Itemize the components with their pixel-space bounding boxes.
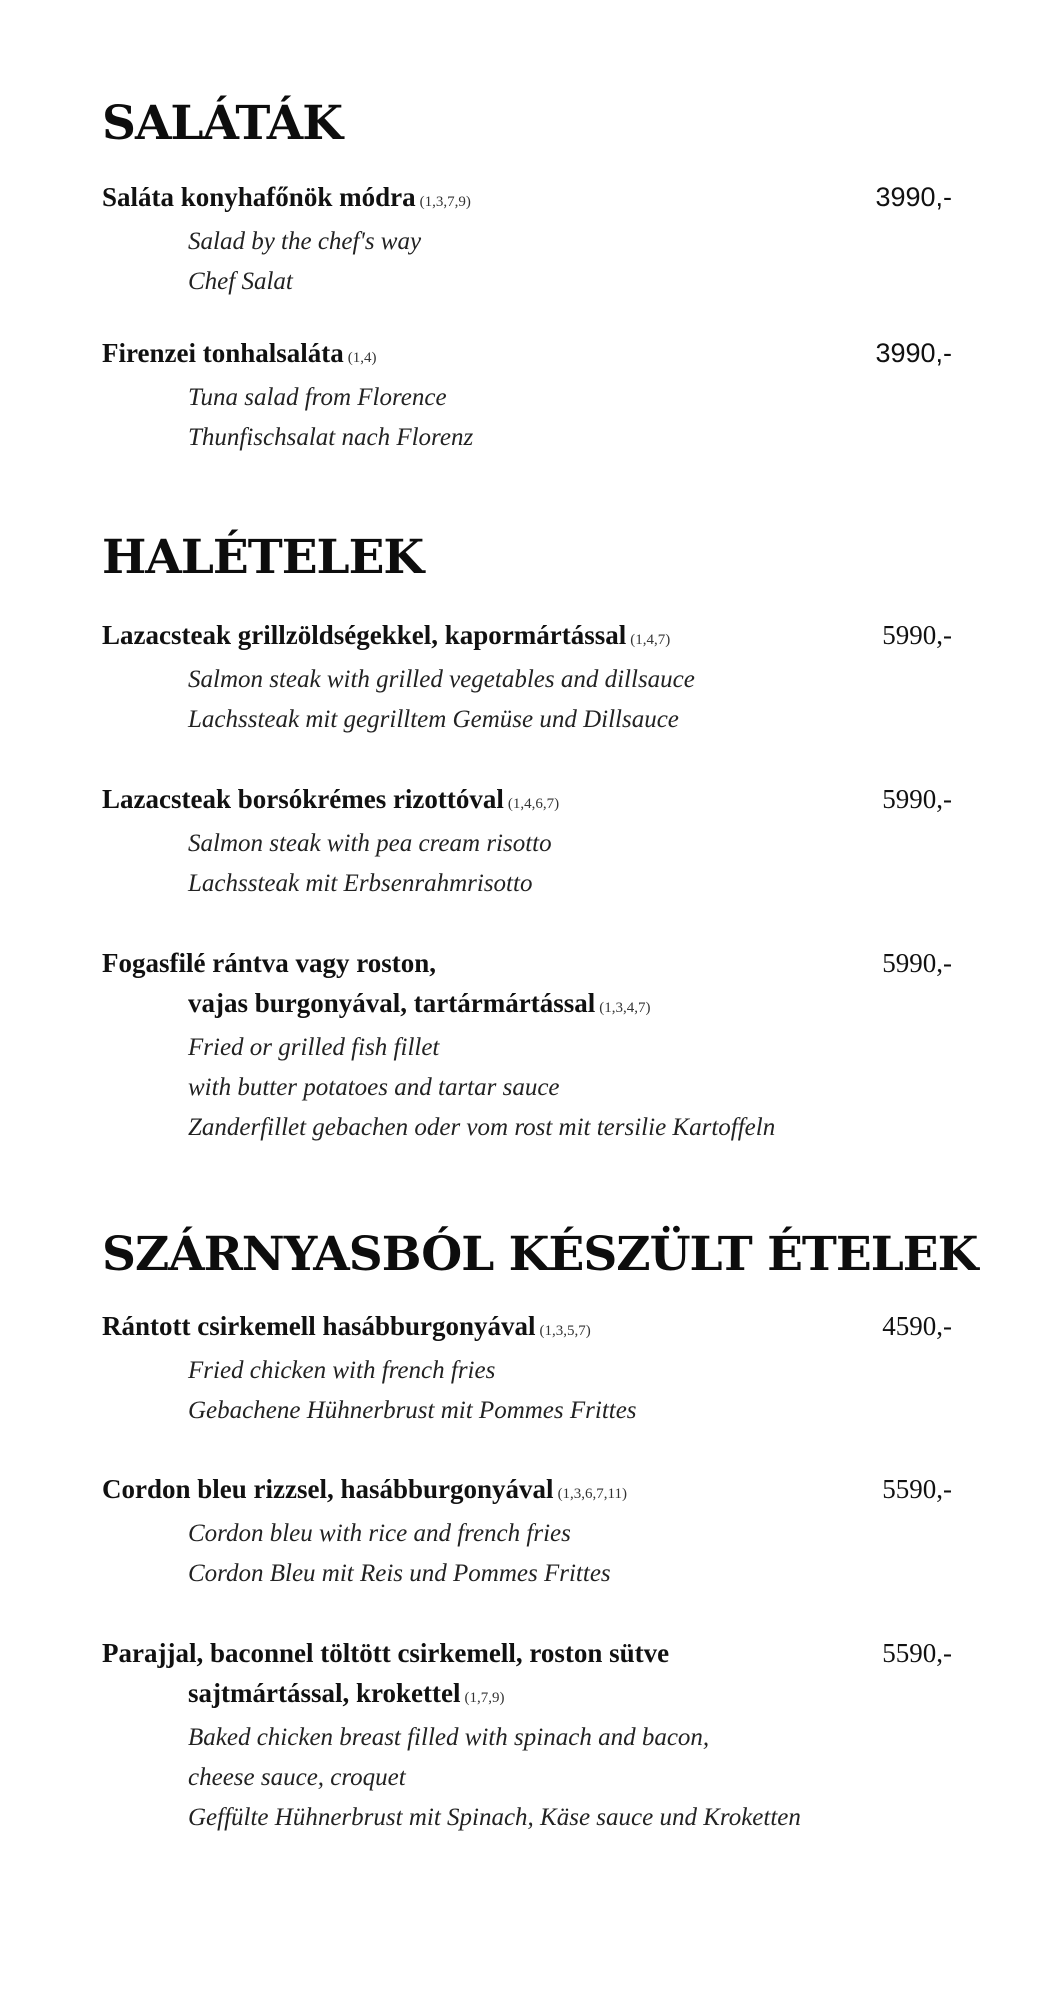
item-desc-de: Geffülte Hühnerbrust mit Spinach, Käse sauce und Kroketten xyxy=(188,1804,801,1831)
item-allergens: (1,4) xyxy=(347,350,377,366)
item-allergens: (1,3,6,7,11) xyxy=(557,1486,627,1502)
item-name-line2: vajas burgonyával, tartármártással xyxy=(188,988,596,1018)
menu-item xyxy=(102,779,952,904)
menu-item xyxy=(102,1633,952,1838)
menu-item xyxy=(102,333,952,458)
item-desc-de: Lachssteak mit Erbsenrahmrisotto xyxy=(188,870,533,897)
item-price: 5990,- xyxy=(882,620,952,650)
section-title-fish: HALÉTELEK xyxy=(102,530,424,585)
item-desc-en: Fried or grilled fish fillet xyxy=(188,1034,440,1061)
section-title-poultry: SZÁRNYASBÓL KÉSZÜLT ÉTELEK xyxy=(102,1227,978,1282)
item-price: 5590,- xyxy=(882,1638,952,1668)
item-price: 4590,- xyxy=(882,1311,952,1341)
item-price: 5590,- xyxy=(882,1474,952,1504)
item-name: Cordon bleu rizzsel, hasábburgonyával xyxy=(102,1474,554,1504)
item-desc-de: Chef Salat xyxy=(188,268,293,295)
item-desc-en: Cordon bleu with rice and french fries xyxy=(188,1520,571,1547)
item-desc-en: Fried chicken with french fries xyxy=(188,1357,496,1384)
item-name-line2: sajtmártással, krokettel xyxy=(188,1678,461,1708)
item-price: 3990,- xyxy=(875,182,952,212)
item-desc-en-2: with butter potatoes and tartar sauce xyxy=(188,1074,560,1101)
item-price: 3990,- xyxy=(875,338,952,368)
item-allergens: (1,7,9) xyxy=(464,1690,505,1706)
menu-item xyxy=(102,1306,952,1431)
item-name: Rántott csirkemell hasábburgonyával xyxy=(102,1311,536,1341)
item-desc-en: Salad by the chef's way xyxy=(188,228,422,255)
item-allergens: (1,3,4,7) xyxy=(599,1000,651,1016)
item-price: 5990,- xyxy=(882,948,952,978)
item-price: 5990,- xyxy=(882,784,952,814)
item-allergens: (1,3,5,7) xyxy=(539,1323,591,1339)
item-desc-en: Salmon steak with pea cream risotto xyxy=(188,830,552,857)
item-desc-de: Zanderfillet gebachen oder vom rost mit tersilie Kartoffeln xyxy=(188,1114,776,1141)
section-title-salads: SALÁTÁK xyxy=(102,96,343,151)
item-name: Firenzei tonhalsaláta xyxy=(102,338,344,368)
item-allergens: (1,3,7,9) xyxy=(419,194,471,210)
menu-item xyxy=(102,615,952,740)
item-desc-de: Lachssteak mit gegrilltem Gemüse und Dillsauce xyxy=(188,706,679,733)
item-name: Parajjal, baconnel töltött csirkemell, roston sütve xyxy=(102,1638,670,1668)
item-desc-en: Salmon steak with grilled vegetables and dillsauce xyxy=(188,666,695,693)
item-desc-de: Gebachene Hühnerbrust mit Pommes Frittes xyxy=(188,1397,637,1424)
item-name: Lazacsteak borsókrémes rizottóval xyxy=(102,784,504,814)
item-name: Fogasfilé rántva vagy roston, xyxy=(102,948,436,978)
menu-item xyxy=(102,1469,952,1594)
menu-item xyxy=(102,943,952,1148)
item-name: Lazacsteak grillzöldségekkel, kapormártással xyxy=(102,620,627,650)
item-desc-de: Cordon Bleu mit Reis und Pommes Frittes xyxy=(188,1560,611,1587)
menu-item xyxy=(102,177,952,302)
item-desc-en: Baked chicken breast filled with spinach and bacon, xyxy=(188,1724,710,1751)
item-allergens: (1,4,7) xyxy=(630,632,671,648)
item-desc-en: Tuna salad from Florence xyxy=(188,384,447,411)
item-name: Saláta konyhafőnök módra xyxy=(102,182,416,212)
item-allergens: (1,4,6,7) xyxy=(507,796,560,812)
item-desc-de: Thunfischsalat nach Florenz xyxy=(188,424,474,451)
item-desc-en-2: cheese sauce, croquet xyxy=(188,1764,406,1791)
